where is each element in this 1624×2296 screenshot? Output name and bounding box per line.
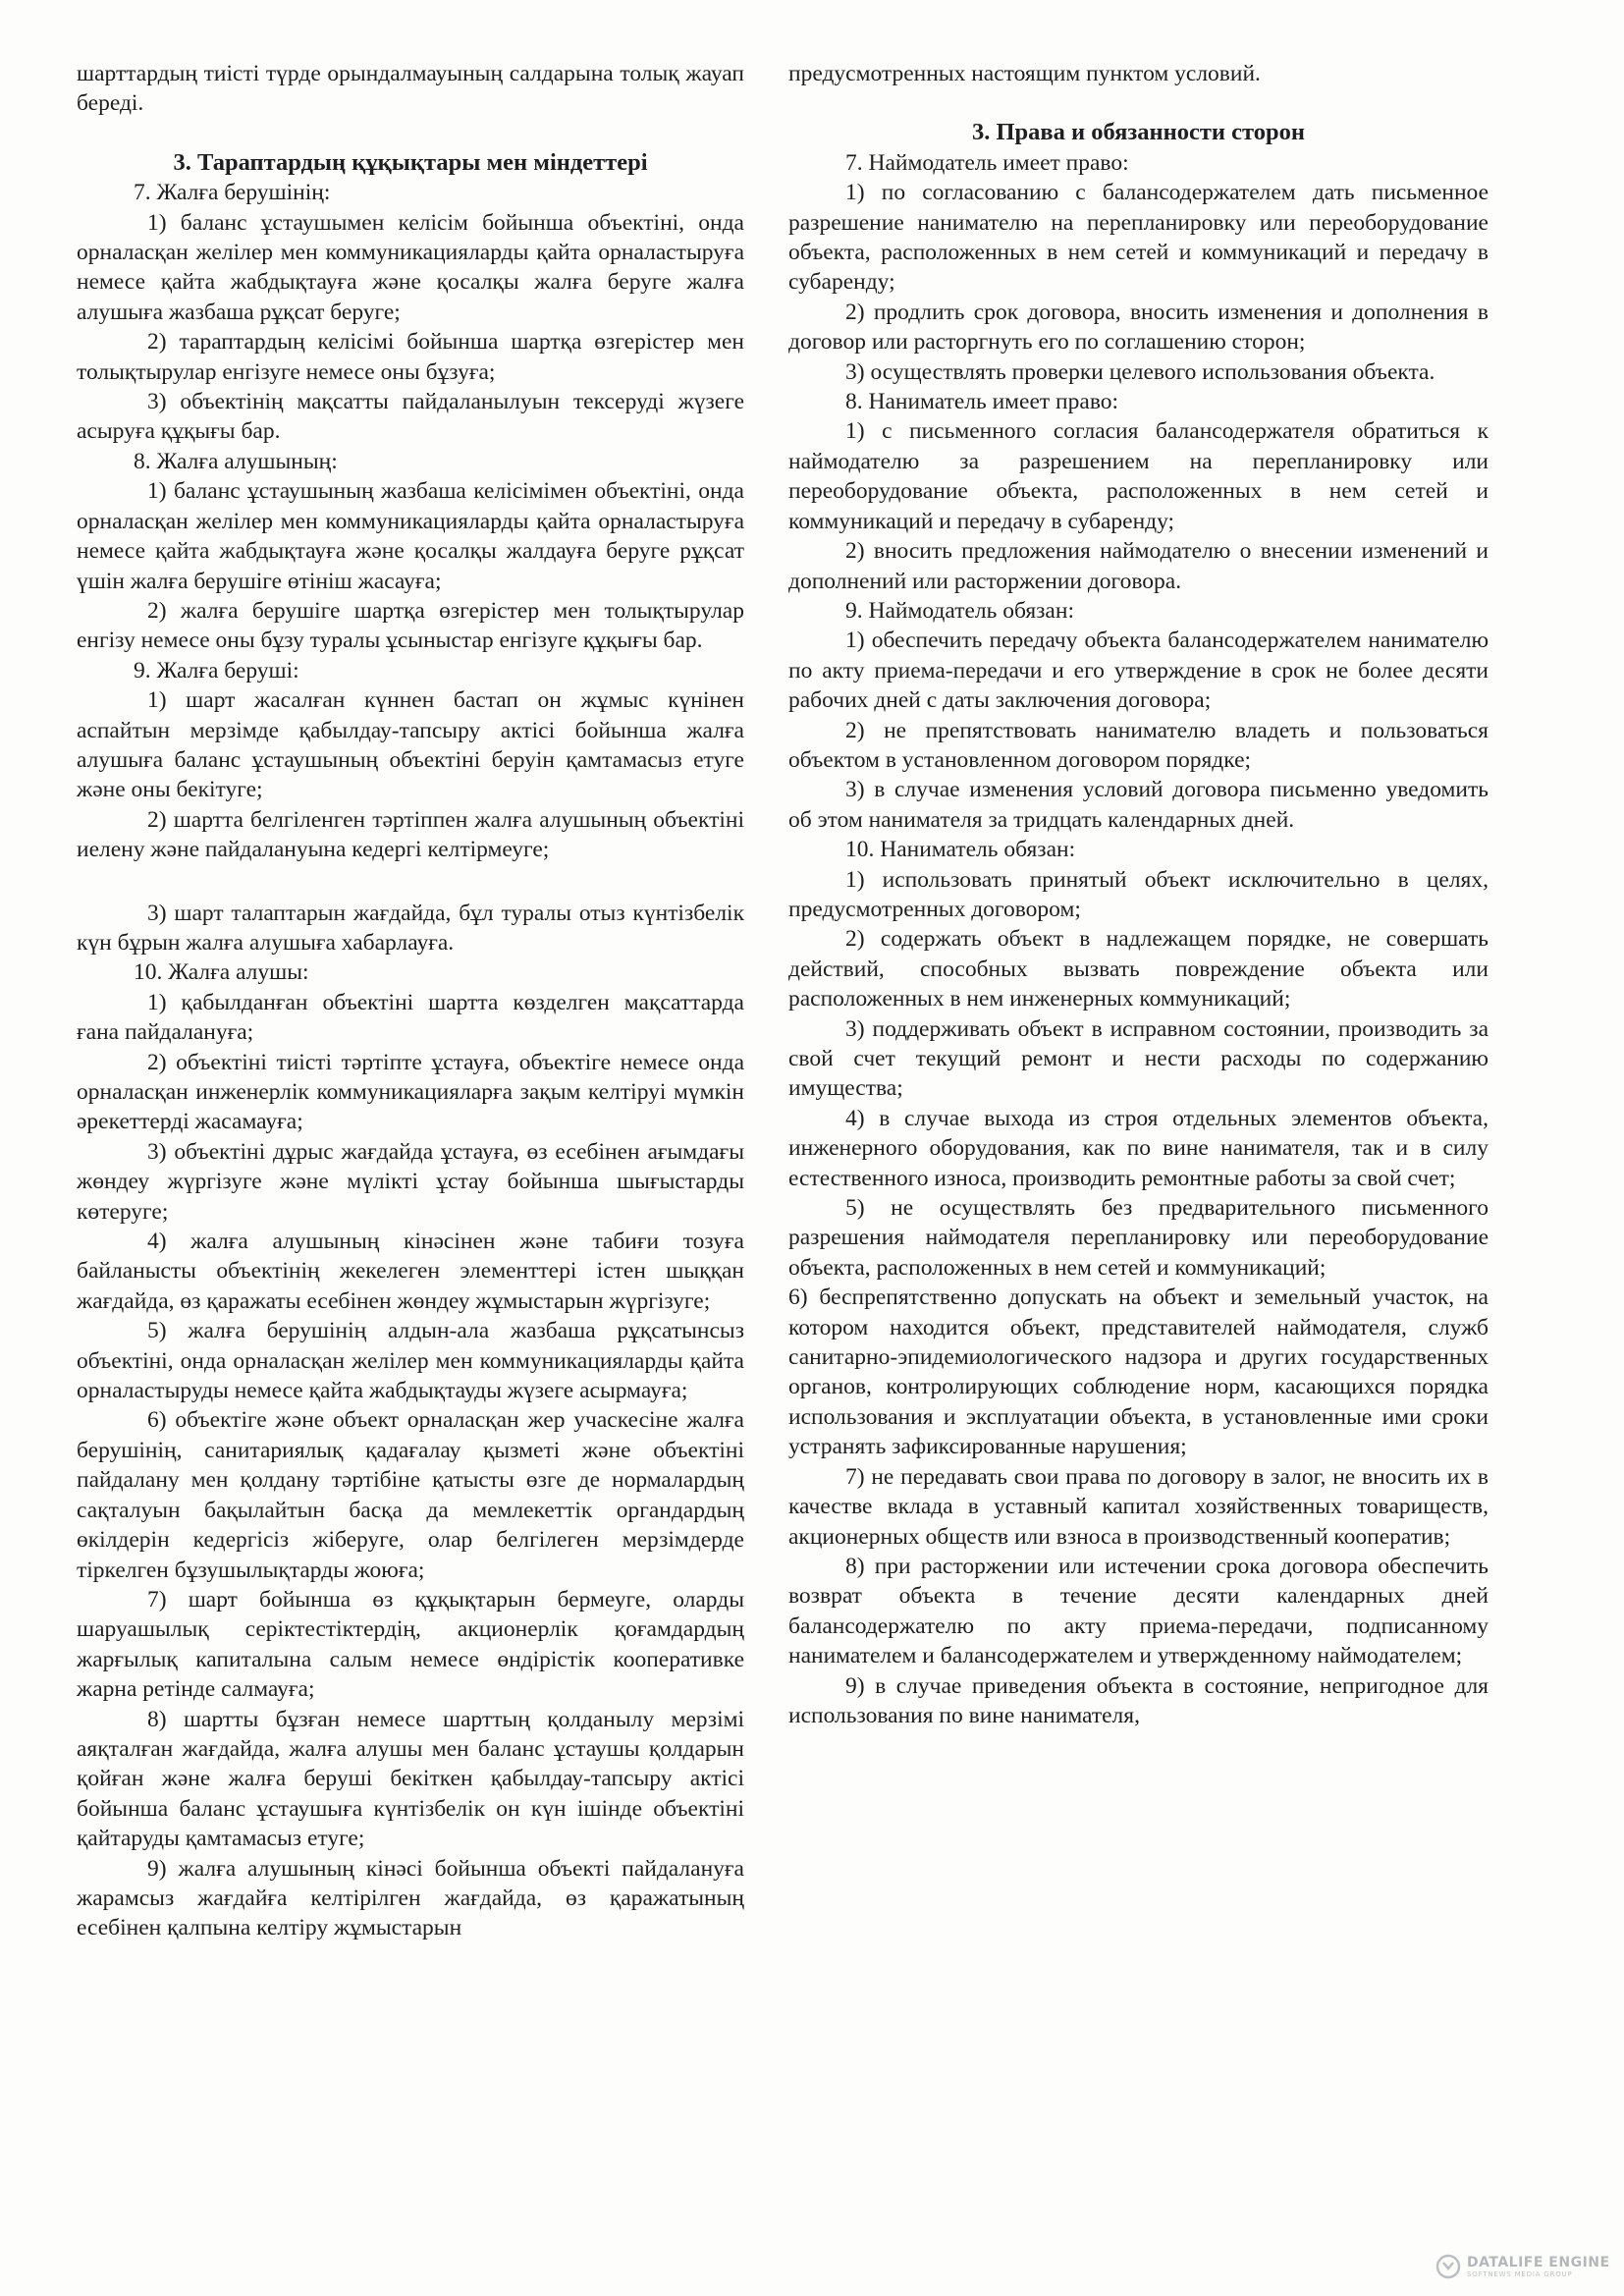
kz-clause-10-6: 6) объектіге және объект орналасқан жер учаскесіне жалға берушінің, санитариялық қадағалау қызметі және объектіні пайдалану мен қолдану тәртібіне қатысты өзге де нормалардың сақталуын бақылайтын басқа да мемлекеттік органдардың өкілдерін кедергісіз жіберуге, олар белгілеген мерзімдерде тіркелген бұзушылықтарды жоюға;: [77, 1407, 744, 1583]
ru-clause-10-3: 3) поддерживать объект в исправном состоянии, производить за свой счет текущий ремонт и нести расходы по содержанию имущества;: [788, 1015, 1489, 1102]
kz-clause-7-title: 7. Жалға берушінің:: [134, 180, 331, 206]
kz-clause-10-3: 3) объектіні дұрыс жағдайда ұстауға, өз есебінен ағымдағы жөндеу жүргізуге және мүлікті ұстау бойынша шығыстарды көтеруге;: [77, 1138, 744, 1225]
kz-clause-9-1: 1) шарт жасалған күннен бастап он жұмыс күнінен аспайтын мерзімде қабылдау-тапсыру актісі бойынша жалға алушыға баланс ұстаушының объектіні беруін қамтамасыз етуге және оны бекітуге;: [77, 687, 744, 803]
kz-clause-8-2: 2) жалға берушіге шартқа өзгерістер мен толықтырулар енгізу немесе оны бұзу туралы ұсыныстар енгізуге құқығы бар.: [77, 597, 744, 654]
ru-clause-10-8: 8) при расторжении или истечении срока договора обеспечить возврат объекта в течение десяти календарных дней балансодержателю по акту приема-передачи, подписанному нанимателем и балансодержателем и утвержденному наймодателем;: [788, 1553, 1489, 1669]
ru-section-heading: 3. Права и обязанности сторон: [972, 119, 1305, 146]
ru-clause-9-1: 1) обеспечить передачу объекта балансодержателем нанимателю по акту приема-передачи и его утверждение в срок не более десяти рабочих дней с даты заключения договора;: [788, 628, 1489, 714]
kazakh-column: [77, 59, 744, 1943]
kz-clause-9-title: 9. Жалға беруші:: [134, 657, 299, 683]
ru-clause-7-3: 3) осуществлять проверки целевого использования объекта.: [845, 358, 1435, 385]
kz-clause-9-3: 3) шарт талаптарын жағдайда, бұл туралы отыз күнтізбелік күн бұрын жалға алушыға хабарлауға.: [77, 900, 744, 956]
kz-clause-7-1: 1) баланс ұстаушымен келісім бойынша объектіні, онда орналасқан желілер мен коммуникацияларды қайта орналастыруға немесе қайта жабдықтауға және қосалқы жалға беруге жалға алушыға жазбаша рұқсат беруге;: [77, 209, 744, 325]
kz-clause-7-3: 3) объектінің мақсатты пайдаланылуын тексеруді жүзеге асыруға құқығы бар.: [77, 389, 744, 445]
kz-clause-8-1: 1) баланс ұстаушының жазбаша келісімімен объектіні, онда орналасқан желілер мен коммуникацияларды қайта орналастыруға немесе қайта жабдықтауға және қосалқы жалдауға беруге рұқсат үшін жалға берушіге өтініш жасауға;: [77, 478, 744, 594]
ru-clause-10-9: 9) в случае приведения объекта в состояние, непригодное для использования по вине нанимателя,: [788, 1672, 1489, 1728]
ru-clause-9-title: 9. Наймодатель обязан:: [845, 597, 1074, 624]
kz-clause-10-5: 5) жалға берушінің алдын-ала жазбаша рұқсатынсыз объектіні, онда орналасқан желілер мен коммуникацияларды қайта орналастыруды немесе қайта жабдықтауды жүзеге асырмауға;: [77, 1318, 744, 1404]
kz-section-heading: 3. Тараптардың құқықтары мен міндеттері: [173, 148, 648, 176]
kz-clause-10-9: 9) жалға алушының кінәсі бойынша объекті пайдалануға жарамсыз жағдайға келтірілген жағдайда, өз қаражатының есебінен қалпына келтіру жұмыстарын: [77, 1855, 744, 1941]
ru-clause-9-3: 3) в случае изменения условий договора письменно уведомить об этом нанимателя за тридцать календарных дней.: [788, 777, 1489, 833]
ru-clause-9-2: 2) не препятствовать нанимателю владеть и пользоваться объектом в установленном договором порядке;: [788, 717, 1489, 773]
ru-clause-8-title: 8. Наниматель имеет право:: [845, 389, 1119, 415]
ru-clause-7-title: 7. Наймодатель имеет право:: [845, 149, 1129, 176]
kz-clause-10-1: 1) қабылданған объектіні шартта көзделген мақсаттарда ғана пайдалануға;: [77, 989, 744, 1046]
datalife-logo-icon: [1435, 2254, 1461, 2279]
ru-clause-10-7: 7) не передавать свои права по договору в залог, не вносить их в качестве вклада в уставный капитал хозяйственных товариществ, акционерных обществ или взноса в производственный кооператив;: [788, 1463, 1489, 1550]
ru-clause-10-6: 6) беспрепятственно допускать на объект и земельный участок, на котором находится объект, представителей наймодателя, служб санитарно-эпидемиологического надзора и других государственных органов, контролирующих соблюдение норм, касающихся порядка использования и эксплуатации объекта, в установленные ими сроки устранять зафиксированные нарушения;: [788, 1285, 1489, 1460]
ru-clause-10-2: 2) содержать объект в надлежащем порядке, не совершать действий, способных вызвать повреждение объекта или расположенных в нем инженерных коммуникаций;: [788, 926, 1489, 1012]
kz-clause-10-2: 2) объектіні тиісті тәртіпте ұстауға, объектіге немесе онда орналасқан инженерлік коммуникацияларға зақым келтіруі мүмкін әрекеттерді жасамауға;: [77, 1049, 744, 1135]
russian-column: [788, 59, 1489, 1730]
ru-clause-8-1: 1) с письменного согласия балансодержателя обратиться к наймодателю за разрешением на перепланировку или переоборудование объекта, расположенных в нем сетей и коммуникаций и передачу в субаренду;: [788, 418, 1489, 534]
watermark: [1435, 2247, 1612, 2286]
kz-clause-10-4: 4) жалға алушының кінәсінен және табиғи тозуға байланысты объектінің жекелеген элементтері істен шыққан жағдайда, өз қаражаты есебінен жөндеу жұмыстарын жүргізуге;: [77, 1229, 744, 1314]
kz-clause-8-title: 8. Жалға алушының:: [134, 448, 338, 474]
ru-clause-10-4: 4) в случае выхода из строя отдельных элементов объекта, инженерного оборудования, как по вине нанимателя, так и в силу естественного износа, производить ремонтные работы за свой счет;: [788, 1105, 1489, 1191]
ru-clause-8-2: 2) вносить предложения наймодателю о внесении изменений и дополнений или расторжении договора.: [788, 538, 1489, 594]
ru-intro: предусмотренных настоящим пунктом условий.: [788, 61, 1261, 86]
kz-clause-7-2: 2) тараптардың келісімі бойынша шартқа өзгерістер мен толықтырулар енгізуге немесе оны бұзуға;: [77, 329, 744, 385]
ru-clause-10-5: 5) не осуществлять без предварительного письменного разрешения наймодателя перепланировку или переоборудование объекта, расположенных в нем сетей и коммуникаций;: [788, 1195, 1489, 1281]
ru-clause-7-1: 1) по согласованию с балансодержателем дать письменное разрешение нанимателю на перепланировку или переоборудование объекта, расположенных в нем сетей и коммуникаций и передачу в субаренду;: [788, 180, 1489, 296]
kz-clause-10-7: 7) шарт бойынша өз құқықтарын бермеуге, оларды шаруашылық серіктестіктердің, акционерлік қоғамдардың жарғылық капиталына салым немесе өндірістік кооперативке жарна ретінде салмауға;: [77, 1586, 744, 1703]
watermark-subtitle: SOFTNEWS MEDIA GROUP: [1467, 2269, 1573, 2278]
ru-clause-7-2: 2) продлить срок договора, вносить изменения и дополнения в договор или расторгнуть его по соглашению сторон;: [788, 299, 1489, 355]
watermark-title: DATALIFE ENGINE: [1467, 2254, 1610, 2270]
kz-clause-10-8: 8) шартты бұзған немесе шарттың қолданылу мерзімі аяқталған жағдайда, жалға алушы мен баланс ұстаушы қолдарын қойған және жалға беруші бекіткен қабылдау-тапсыру актісі бойынша баланс ұстаушыға күнтізбелік он күн ішінде объектіні қайтаруды қамтамасыз етуге;: [77, 1706, 744, 1852]
kz-clause-10-title: 10. Жалға алушы:: [134, 959, 309, 986]
kz-clause-9-2: 2) шартта белгіленген тәртіппен жалға алушының объектіні иелену және пайдалануына кедергі келтірмеуге;: [77, 806, 744, 863]
ru-clause-10-1: 1) использовать принятый объект исключительно в целях, предусмотренных договором;: [788, 866, 1489, 922]
ru-clause-10-title: 10. Наниматель обязан:: [845, 837, 1076, 863]
kz-intro: шарттардың тиісті түрде орындалмауының салдарына толық жауап береді.: [77, 61, 744, 117]
